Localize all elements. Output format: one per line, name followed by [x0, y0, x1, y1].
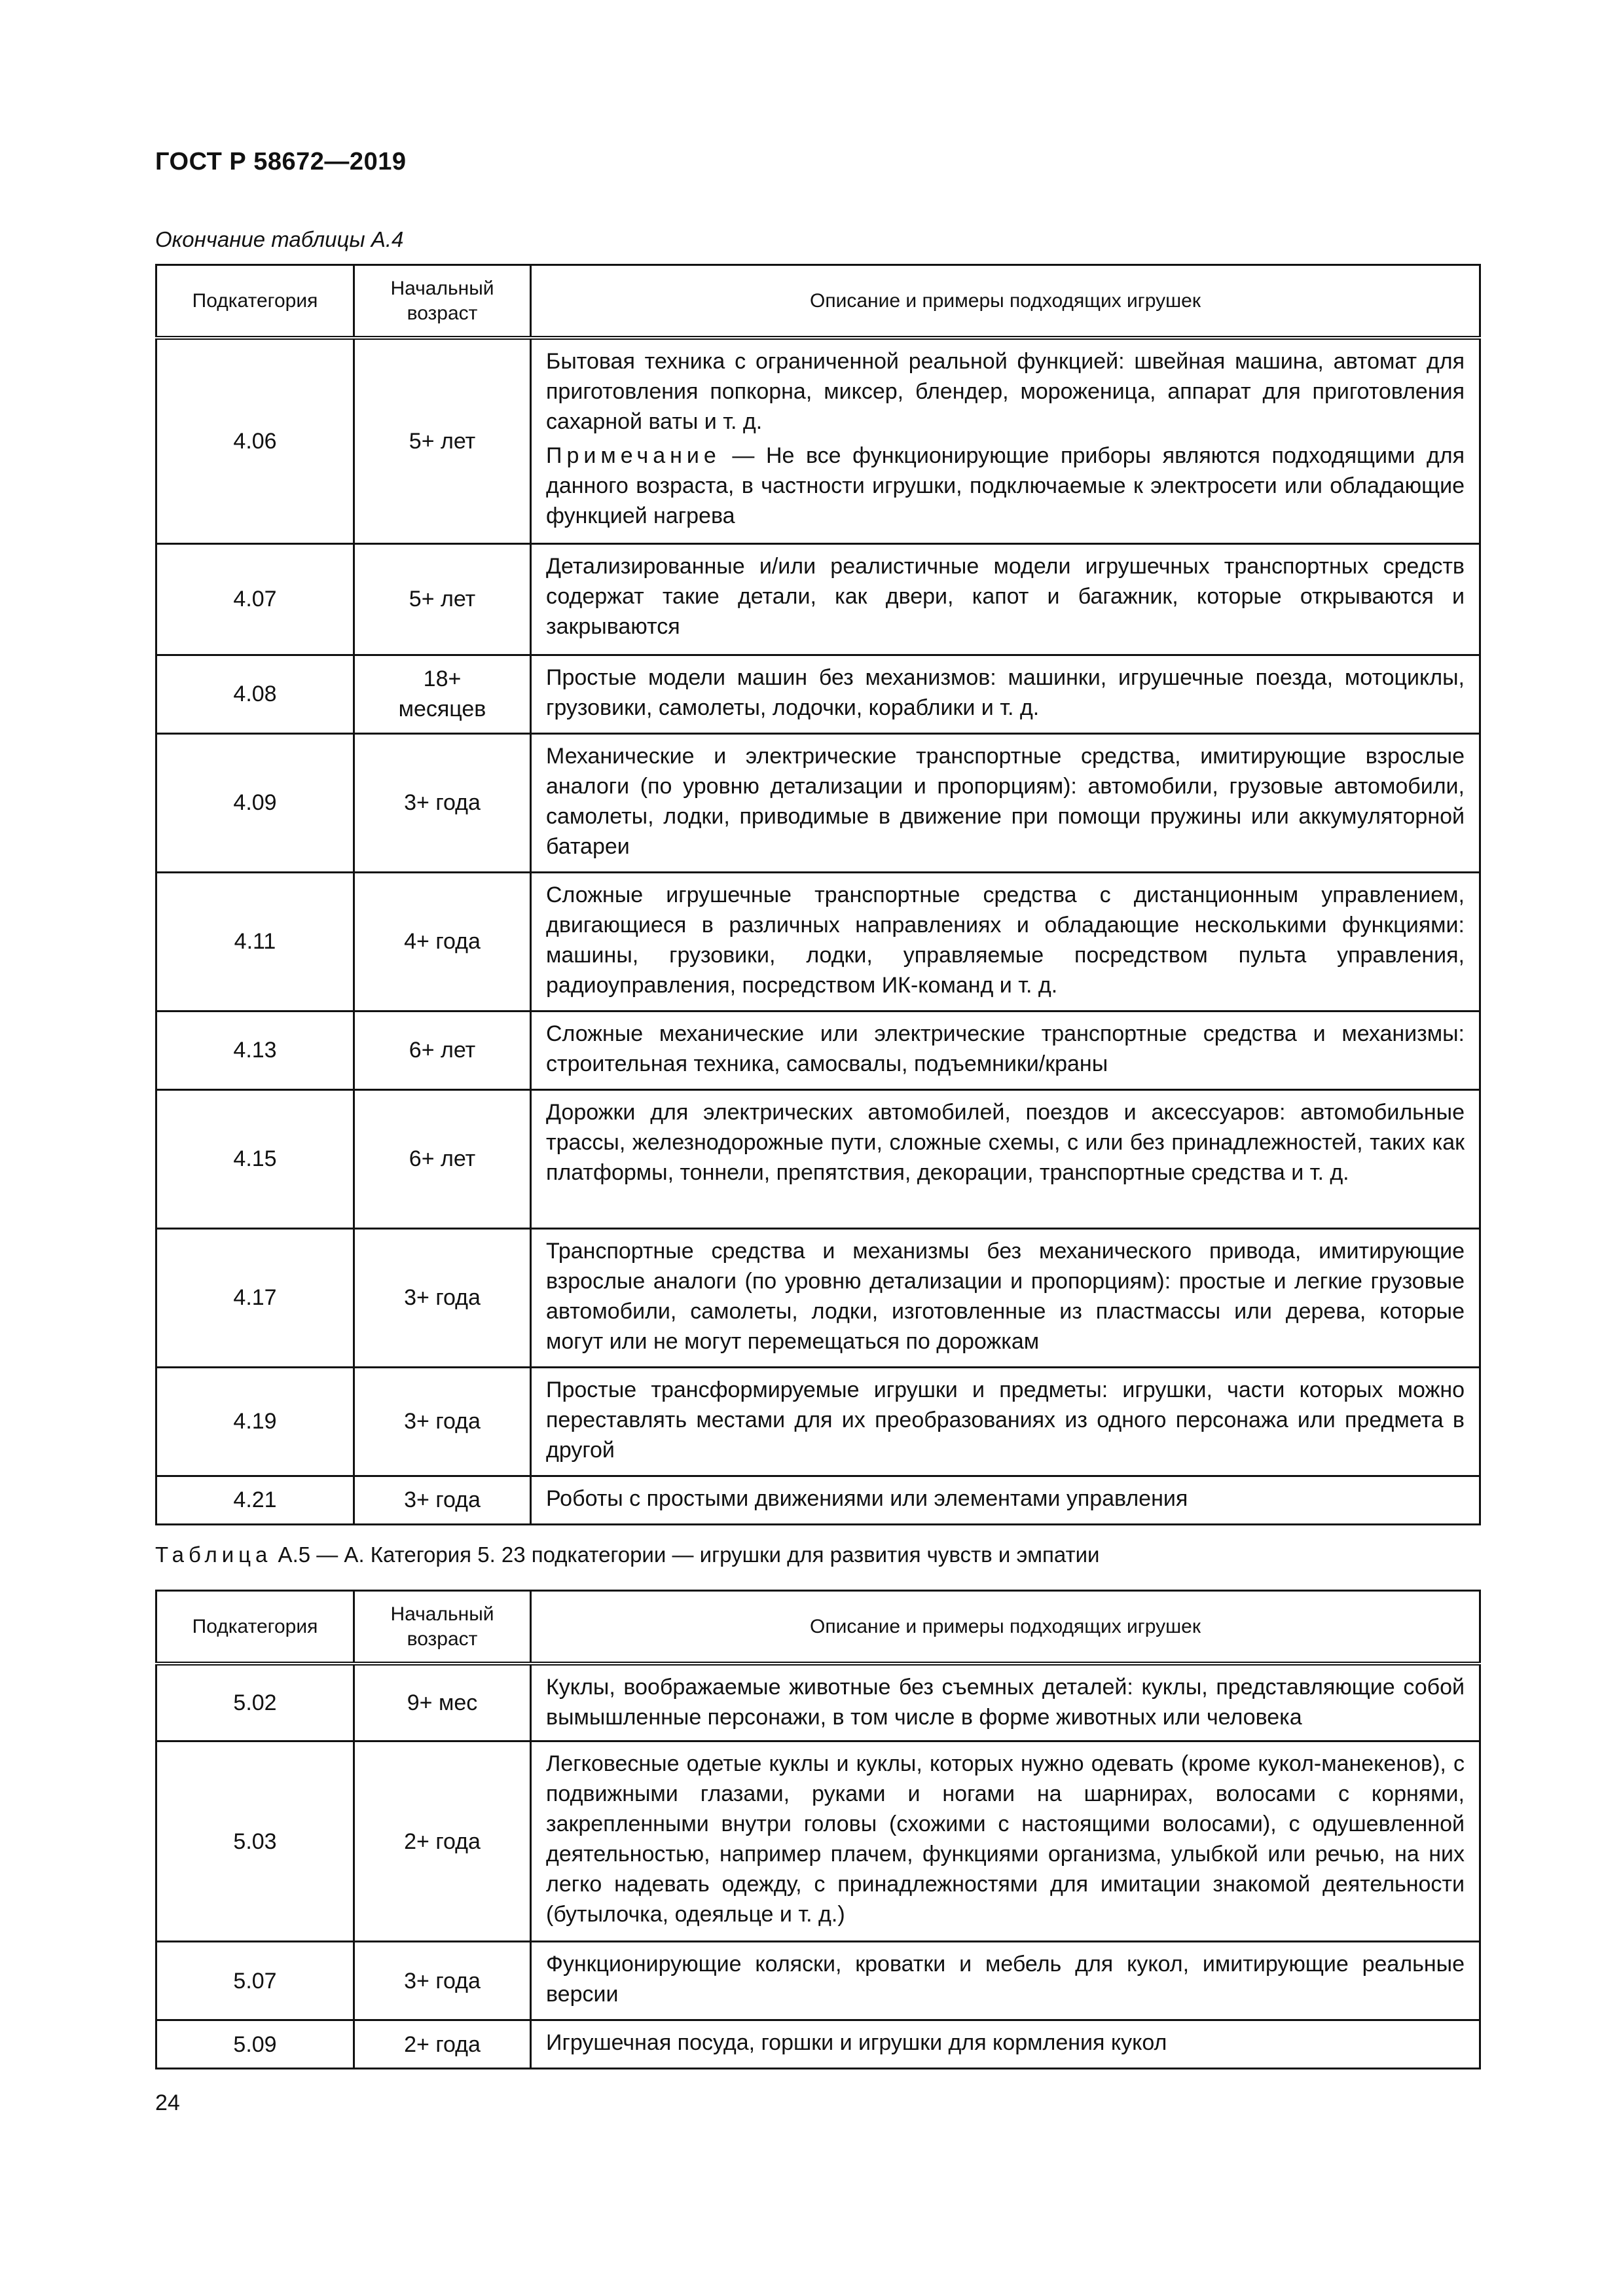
description-cell: Куклы, воображаемые животные без съемных деталей: куклы, представляющие собой вымышленные персонажи, в том числе в форме животных или человека — [531, 1664, 1480, 1741]
table-a5 — [155, 1590, 1481, 2069]
table-row — [156, 1367, 1480, 1476]
description-cell: Легковесные одетые куклы и куклы, которых нужно одевать (кроме кукол-манекенов), с подвижными глазами, руками и ногами на шарнирах, волосами с корнями, закрепленными внутри головы (схожими с настоящими волосами), с одушевленной деятельностью, например плачем, функциями организма, улыбкой или речью, на них легко надевать одежду, с принадлежностями для имитации знакомой деятельности (бутылочка, одеяльце и т. д.) — [531, 1741, 1480, 1942]
table-row — [156, 338, 1480, 543]
table-row — [156, 2020, 1480, 2069]
description-cell: Игрушечная посуда, горшки и игрушки для кормления кукол — [531, 2020, 1480, 2069]
age-cell: 3+ года — [354, 1476, 531, 1524]
age-cell: 5+ лет — [354, 338, 531, 543]
description-cell: Транспортные средства и механизмы без механического привода, имитирующие взрослые аналоги (по уровню детализации и пропорциям): простые и легкие грузовые автомобили, самолеты, лодки, изготовленные из пластмассы или дерева, которые могут или не могут перемещаться по дорожкам — [531, 1228, 1480, 1367]
document-code: ГОСТ Р 58672—2019 — [155, 148, 407, 175]
description-cell: Детализированные и/или реалистичные модели игрушечных транспортных средств содержат такие детали, как двери, капот и багажник, которые открываются и закрываются — [531, 543, 1480, 655]
age-cell: 6+ лет — [354, 1089, 531, 1228]
subcategory-cell: 5.09 — [156, 2020, 354, 2069]
subcategory-cell: 4.11 — [156, 872, 354, 1011]
subcategory-cell: 5.03 — [156, 1741, 354, 1942]
age-cell: 3+ года — [354, 1228, 531, 1367]
table-row — [156, 655, 1480, 733]
table-row — [156, 543, 1480, 655]
column-header-age: Начальный возраст — [354, 1591, 531, 1664]
description-cell: Простые трансформируемые игрушки и предметы: игрушки, части которых можно переставлять местами для их преобразованиях из одного персонажа или предмета в другой — [531, 1367, 1480, 1476]
column-header-description: Описание и примеры подходящих игрушек — [531, 1591, 1480, 1664]
table-row — [156, 1228, 1480, 1367]
table-a4 — [155, 264, 1481, 1525]
table-a5-caption-text: А.5 — А. Категория 5. 23 подкатегории — игрушки для развития чувств и эмпатии — [272, 1542, 1100, 1567]
age-cell: 4+ года — [354, 872, 531, 1011]
description-cell: Механические и электрические транспортные средства, имитирующие взрослые аналоги (по уровню детализации и пропорциям): автомобили, грузовые автомобили, самолеты, лодки, приводимые в движение при помощи пружины или аккумуляторной батареи — [531, 733, 1480, 872]
subcategory-cell: 4.08 — [156, 655, 354, 733]
table-row — [156, 1664, 1480, 1741]
table-a5-caption-label: Таблица — [155, 1542, 272, 1567]
subcategory-cell: 4.17 — [156, 1228, 354, 1367]
subcategory-cell: 4.07 — [156, 543, 354, 655]
age-cell: 6+ лет — [354, 1011, 531, 1089]
subcategory-cell: 5.02 — [156, 1664, 354, 1741]
age-cell: 2+ года — [354, 2020, 531, 2069]
age-cell: 2+ года — [354, 1741, 531, 1942]
description-cell — [531, 338, 1480, 543]
note-label: Примечание — [546, 443, 721, 468]
table-a4-caption: Окончание таблицы А.4 — [155, 227, 404, 251]
table-row — [156, 872, 1480, 1011]
table-row — [156, 1476, 1480, 1524]
subcategory-cell: 4.06 — [156, 338, 354, 543]
table-row — [156, 1011, 1480, 1089]
description-cell: Функционирующие коляски, кроватки и мебель для кукол, имитирующие реальные версии — [531, 1942, 1480, 2020]
table-header-row — [156, 1591, 1480, 1664]
subcategory-cell: 4.19 — [156, 1367, 354, 1476]
column-header-description: Описание и примеры подходящих игрушек — [531, 265, 1480, 338]
table-a5-caption — [155, 1542, 1099, 1567]
subcategory-cell: 4.21 — [156, 1476, 354, 1524]
note-text: — Не все функционирующие приборы являются подходящими для данного возраста, в частности игрушки, подключаемые к электросети или обладающие функцией нагрева — [546, 443, 1465, 528]
age-cell: 5+ лет — [354, 543, 531, 655]
subcategory-cell: 4.09 — [156, 733, 354, 872]
description-cell: Дорожки для электрических автомобилей, поездов и аксессуаров: автомобильные трассы, железнодорожные пути, сложные схемы, с или без принадлежностей, таких как платформы, тоннели, препятствия, декорации, транспортные средства и т. д. — [531, 1089, 1480, 1228]
subcategory-cell: 4.15 — [156, 1089, 354, 1228]
note — [546, 441, 1465, 531]
page-number: 24 — [155, 2090, 180, 2115]
table-row — [156, 1741, 1480, 1942]
column-header-age: Начальный возраст — [354, 265, 531, 338]
table-row — [156, 733, 1480, 872]
description-cell: Простые модели машин без механизмов: машинки, игрушечные поезда, мотоциклы, грузовики, самолеты, лодочки, кораблики и т. д. — [531, 655, 1480, 733]
subcategory-cell: 5.07 — [156, 1942, 354, 2020]
table-row — [156, 1942, 1480, 2020]
subcategory-cell: 4.13 — [156, 1011, 354, 1089]
age-cell: 18+ месяцев — [354, 655, 531, 733]
age-cell: 3+ года — [354, 1367, 531, 1476]
description-cell: Сложные игрушечные транспортные средства с дистанционным управлением, двигающиеся в различных направлениях и обладающие несколькими функциями: машины, грузовики, лодки, управляемые посредством пульта управления, радиоуправления, посредством ИК-команд и т. д. — [531, 872, 1480, 1011]
description-cell: Роботы с простыми движениями или элементами управления — [531, 1476, 1480, 1524]
table-row — [156, 1089, 1480, 1228]
column-header-subcategory: Подкатегория — [156, 265, 354, 338]
description-cell: Сложные механические или электрические транспортные средства и механизмы: строительная техника, самосвалы, подъемники/краны — [531, 1011, 1480, 1089]
column-header-subcategory: Подкатегория — [156, 1591, 354, 1664]
description-text: Бытовая техника с ограниченной реальной функцией: швейная машина, автомат для приготовления попкорна, миксер, блендер, мороженица, аппарат для приготовления сахарной ваты и т. д. — [546, 349, 1465, 434]
age-cell: 3+ года — [354, 1942, 531, 2020]
table-header-row — [156, 265, 1480, 338]
age-cell: 3+ года — [354, 733, 531, 872]
age-cell: 9+ мес — [354, 1664, 531, 1741]
